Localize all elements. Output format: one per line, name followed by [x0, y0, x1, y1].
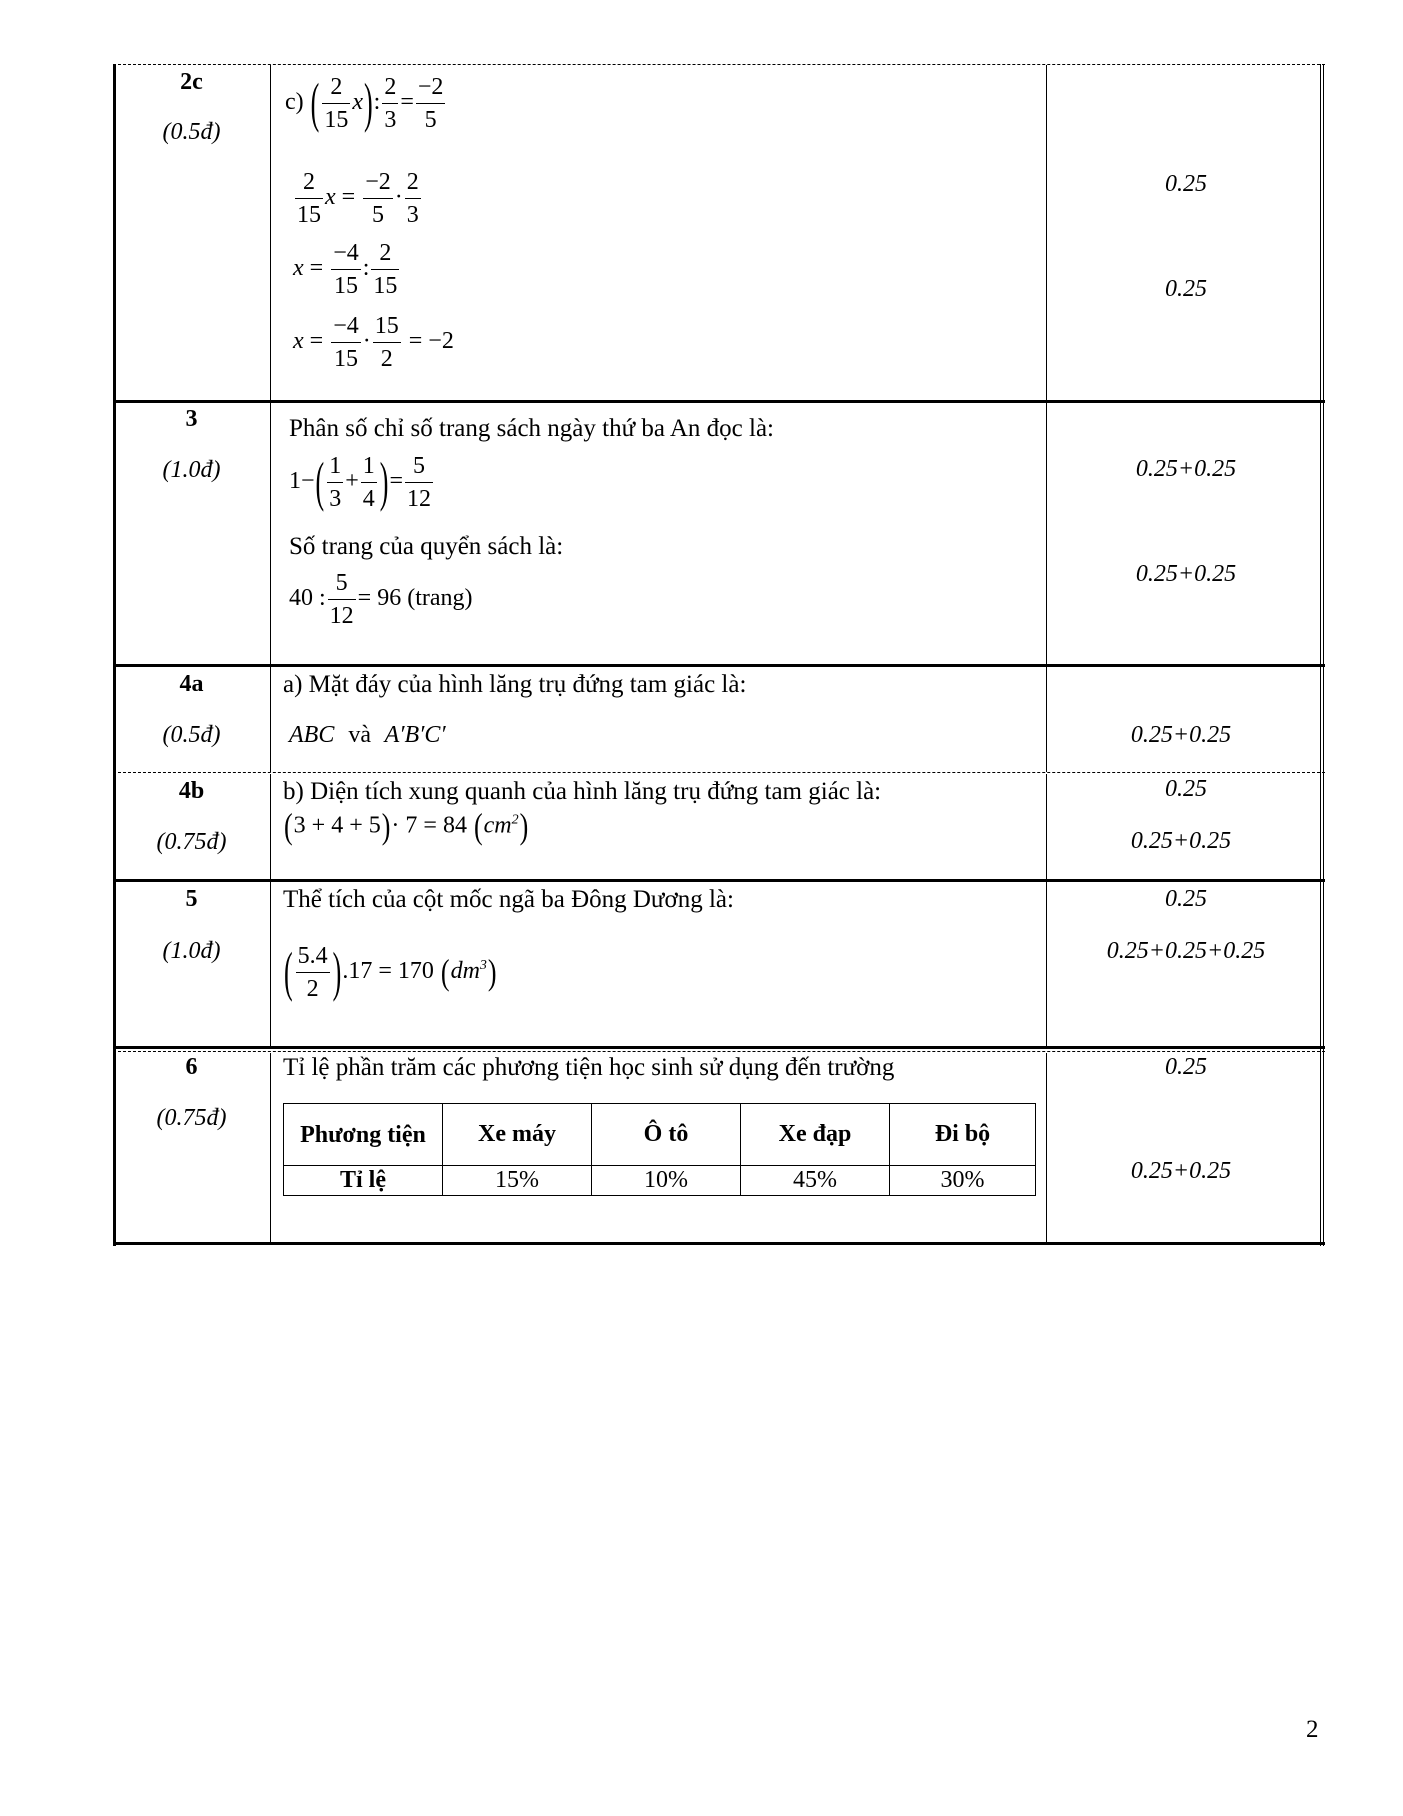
transport-percent-table: [283, 1103, 1036, 1196]
score: 0.25+0.25: [1130, 828, 1232, 854]
question-cell: [113, 65, 270, 400]
solution-cell: [270, 882, 1047, 1046]
table-cell: 45%: [741, 1166, 890, 1196]
solution-cell: [270, 1053, 1047, 1242]
part-label: c): [285, 89, 304, 116]
solution-text: a) Mặt đáy của hình lăng trụ đứng tam giác là:: [283, 671, 747, 698]
table-cell: 30%: [890, 1166, 1036, 1196]
score: 0.25: [1165, 171, 1207, 197]
question-points: (1.0đ): [162, 457, 221, 483]
equation-area: (3 + 4 + 5)· 7 = 84 $(cm^2)$: [284, 806, 529, 847]
question-cell: [113, 667, 270, 772]
score: 0.25+0.25: [1130, 1158, 1232, 1184]
score-cell: [1046, 667, 1325, 772]
score: 0.25: [1165, 1054, 1207, 1080]
table-row: [284, 1166, 1036, 1196]
row-divider: [113, 772, 1325, 773]
score: 0.25: [1165, 886, 1207, 912]
solution-text: Phân số chỉ số trang sách ngày thứ ba An đọc là:: [289, 415, 774, 442]
question-points: (0.5đ): [162, 119, 221, 145]
face-abc-prime: A′B′C′: [384, 722, 446, 748]
conjunction: và: [348, 722, 371, 748]
solution-text: Số trang của quyển sách là:: [289, 533, 564, 560]
row-divider: [113, 1046, 1325, 1049]
score-cell: [1046, 403, 1325, 664]
table-header-cell: Ô tô: [592, 1104, 741, 1166]
solution-text: Thể tích của cột mốc ngã ba Đông Dương là:: [283, 886, 734, 913]
solution-text: Tỉ lệ phần trăm các phương tiện học sinh sử dụng đến trường: [283, 1054, 895, 1081]
solution-text: b) Diện tích xung quanh của hình lăng trụ đứng tam giác là:: [283, 778, 882, 805]
solution-cell: [270, 403, 1047, 664]
equation-step-3: x = $\frac{-4}{15}$ · $\frac{15}{2}$ = −2: [293, 310, 454, 375]
table-header-cell: Xe đạp: [741, 1104, 890, 1166]
equation-volume: ( $\frac{5.4}{2}$ ).17 = 170 $(dm^3)$: [284, 941, 497, 1002]
question-number: 4b: [178, 778, 205, 804]
question-points: (1.0đ): [162, 938, 221, 964]
question-cell: [113, 774, 270, 879]
table-header-cell: Đi bộ: [890, 1104, 1036, 1166]
answer-row-3: [113, 403, 1325, 664]
score: 0.25+0.25+0.25: [1106, 938, 1266, 964]
equation-fraction: 1−( $\frac{1}{3}$ + $\frac{1}{4}$ )= $\frac{5}{12}$: [289, 451, 431, 512]
face-abc: ABC: [289, 722, 335, 748]
answer-row-4b: [113, 774, 1325, 879]
score-cell: [1046, 65, 1325, 400]
score-cell: [1046, 882, 1325, 1046]
row-divider: [113, 1242, 1325, 1245]
equation-pages: 40 : $\frac{5}{12}$ = 96 (trang): [289, 567, 473, 632]
equation-step-1: $\frac{2}{15}$ x = $\frac{-2}{5}$ · $\frac{2}{3}$: [293, 166, 423, 231]
unit-label: (trang): [407, 585, 473, 612]
table-header-cell: Xe máy: [443, 1104, 592, 1166]
table-cell: 15%: [443, 1166, 592, 1196]
table-row-label: Tỉ lệ: [284, 1166, 443, 1196]
answer-row-4a: [113, 667, 1325, 772]
score-cell: [1046, 1053, 1325, 1242]
question-cell: [113, 403, 270, 664]
equation-given: c) ( $\frac{2}{15}$ x): $\frac{2}{3}$ = $\frac{-2}{5}$: [285, 72, 444, 133]
equation-step-2: x = $\frac{-4}{15}$ : $\frac{2}{15}$: [293, 237, 401, 302]
question-cell: [113, 1053, 270, 1242]
answer-row-6: [113, 1053, 1325, 1242]
solution-cell: [270, 667, 1047, 772]
answer-row-2c: [113, 65, 1325, 400]
score: 0.25+0.25: [1130, 722, 1232, 748]
table-cell: 10%: [592, 1166, 741, 1196]
answer-row-5: [113, 882, 1325, 1046]
question-number: 4a: [179, 671, 204, 697]
solution-cell: [270, 774, 1047, 879]
table-header-cell: Phương tiện: [284, 1104, 443, 1166]
question-cell: [113, 882, 270, 1046]
score: 0.25+0.25: [1135, 456, 1237, 482]
score: 0.25: [1165, 276, 1207, 302]
base-faces: [289, 722, 446, 749]
score: 0.25+0.25: [1135, 561, 1237, 587]
question-points: (0.75đ): [156, 1105, 227, 1131]
question-points: (0.5đ): [162, 722, 221, 748]
question-number: 5: [185, 886, 198, 912]
score-cell: [1046, 774, 1325, 879]
score: 0.25: [1165, 776, 1207, 802]
question-number: 3: [185, 406, 198, 432]
question-number: 6: [185, 1054, 198, 1080]
question-points: (0.75đ): [156, 829, 227, 855]
solution-cell: [270, 65, 1047, 400]
question-number: 2c: [180, 69, 203, 95]
row-divider: [113, 1051, 1325, 1052]
table-header-row: [284, 1104, 1036, 1166]
page-number: 2: [1306, 1716, 1319, 1743]
